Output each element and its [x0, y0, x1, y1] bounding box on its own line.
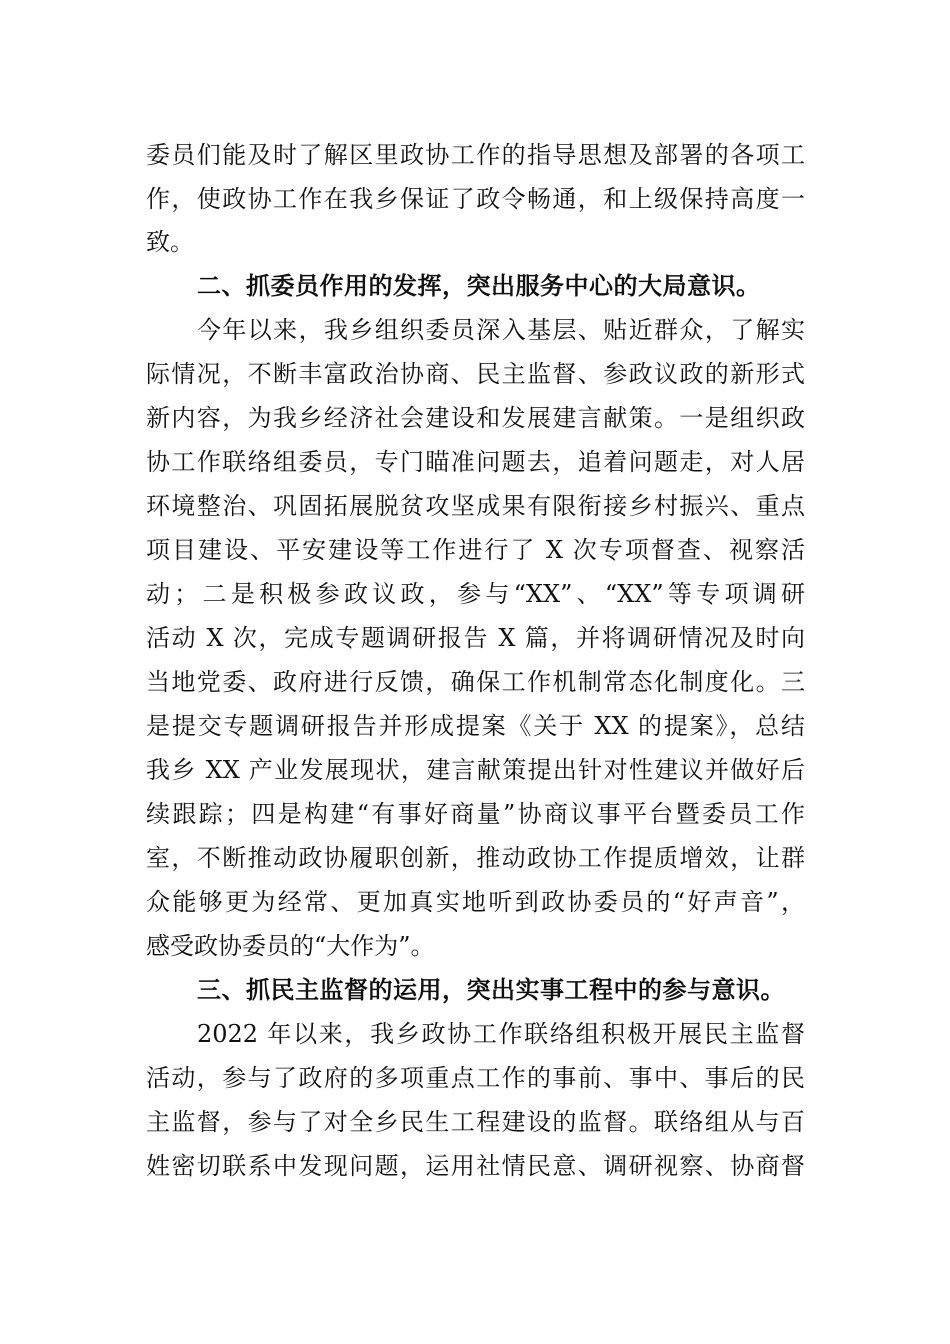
body-line: 2022 年以来，我乡政协工作联络组积极开展民主监督 [197, 1020, 805, 1048]
body-line: 室，不断推动政协履职创新，推动政协工作提质增效，让群 [146, 844, 805, 872]
body-line: 续跟踪；四是构建“有事好商量”协商议事平台暨委员工作 [146, 800, 805, 828]
body-line: 委员们能及时了解区里政协工作的指导思想及部署的各项工 [146, 141, 805, 169]
body-line: 感受政协委员的“大作为”。 [146, 932, 435, 960]
body-line: 姓密切联系中发现问题，运用社情民意、调研视察、协商督 [146, 1152, 805, 1180]
body-line: 众能够更为经常、更加真实地听到政协委员的“好声音”， [146, 888, 805, 916]
body-line: 项目建设、平安建设等工作进行了 X 次专项督查、视察活 [146, 536, 805, 564]
body-line: 作，使政协工作在我乡保证了政令畅通，和上级保持高度一 [146, 185, 805, 213]
body-line: 当地党委、政府进行反馈，确保工作机制常态化制度化。三 [146, 668, 805, 696]
body-line: 新内容，为我乡经济社会建设和发展建言献策。一是组织政 [146, 404, 805, 432]
body-line: 致。 [146, 228, 194, 256]
section-heading: 三、抓民主监督的运用，突出实事工程中的参与意识。 [197, 976, 785, 1004]
body-line: 是提交专题调研报告并形成提案《关于 XX 的提案》，总结 [146, 712, 805, 740]
body-line: 活动 X 次，完成专题调研报告 X 篇，并将调研情况及时向 [146, 624, 805, 652]
body-line: 今年以来，我乡组织委员深入基层、贴近群众，了解实 [197, 316, 805, 344]
body-line: 环境整治、巩固拓展脱贫攻坚成果有限衔接乡村振兴、重点 [146, 492, 805, 520]
body-line: 主监督，参与了对全乡民生工程建设的监督。联络组从与百 [146, 1108, 805, 1136]
body-line: 我乡 XX 产业发展现状，建言献策提出针对性建议并做好后 [146, 756, 805, 784]
body-line: 动；二是积极参政议政，参与“XX”、“XX”等专项调研 [146, 580, 805, 608]
body-line: 际情况，不断丰富政治协商、民主监督、参政议政的新形式 [146, 360, 805, 388]
section-heading: 二、抓委员作用的发挥，突出服务中心的大局意识。 [197, 272, 761, 300]
body-line: 协工作联络组委员，专门瞄准问题去，追着问题走，对人居 [146, 448, 805, 476]
body-line: 活动，参与了政府的多项重点工作的事前、事中、事后的民 [146, 1064, 805, 1092]
